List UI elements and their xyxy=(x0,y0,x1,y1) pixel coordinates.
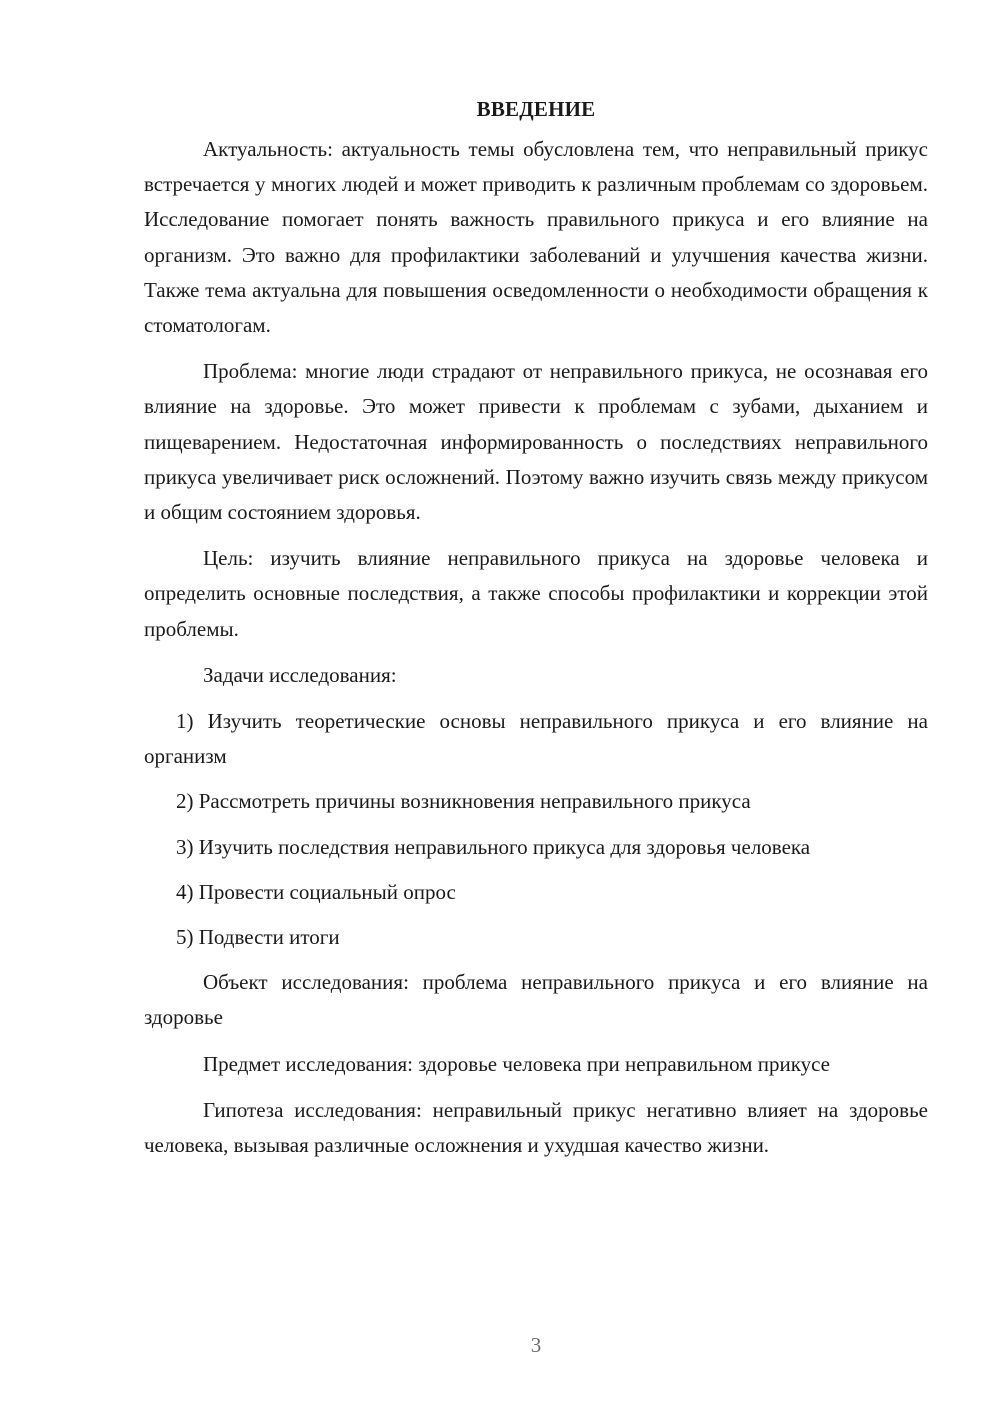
relevance-paragraph: Актуальность: актуальность темы обусловлена тем, что неправильный прикус встречается у многих людей и может приводить к различным проблемам со здоровьем. Исследование помогает понять важность правильного прикуса и его влияние на организм. Это важно для профилактики заболеваний и улучшения качества жизни. Также тема актуальна для повышения осведомленности о необходимости обращения к стоматологам. xyxy=(144,137,928,338)
tasks-heading: Задачи исследования: xyxy=(203,662,397,687)
subject-paragraph: Предмет исследования: здоровье человека при неправильном прикусе xyxy=(203,1051,831,1076)
page-content xyxy=(144,92,928,1174)
task-item-3: 3) Изучить последствия неправильного прикуса для здоровья человека xyxy=(176,834,811,859)
problem-paragraph: Проблема: многие люди страдают от неправильного прикуса, не осознавая его влияние на здоровье. Это может привести к проблемам с зубами, дыханием и пищеварением. Недостаточная информированность о последствиях неправильного прикуса увеличивает риск осложнений. Поэтому важно изучить связь между прикусом и общим состоянием здоровья. xyxy=(144,359,928,525)
task-item-2: 2) Рассмотреть причины возникновения неправильного прикуса xyxy=(176,789,751,814)
hypothesis-paragraph: Гипотеза исследования: неправильный прикус негативно влияет на здоровье человека, вызывая различные осложнения и ухудшая качество жизни. xyxy=(144,1097,928,1158)
page-title: ВВЕДЕНИЕ xyxy=(476,97,596,121)
task-item-1: 1) Изучить теоретические основы неправильного прикуса и его влияние на организм xyxy=(144,709,928,769)
page-number: 3 xyxy=(530,1333,542,1357)
task-item-5: 5) Подвести итоги xyxy=(176,925,340,950)
goal-paragraph: Цель: изучить влияние неправильного прикуса на здоровье человека и определить основные последствия, а также способы профилактики и коррекции этой проблемы. xyxy=(144,546,928,641)
task-item-4: 4) Провести социальный опрос xyxy=(176,879,456,904)
object-paragraph: Объект исследования: проблема неправильного прикуса и его влияние на здоровье xyxy=(144,970,928,1030)
